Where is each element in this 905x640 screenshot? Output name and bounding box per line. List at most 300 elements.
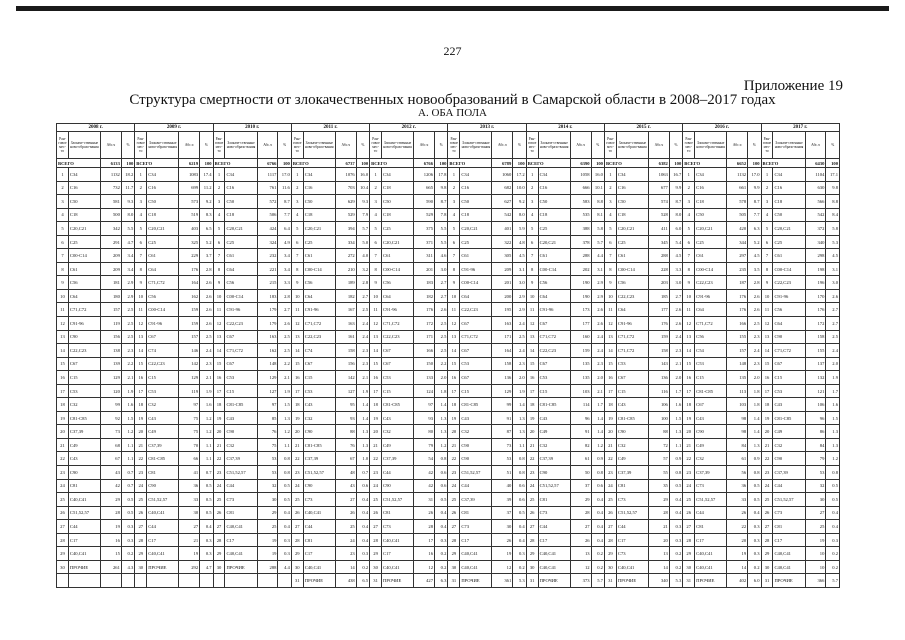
count-cell: 201 bbox=[492, 276, 513, 290]
rank-cell: 21 bbox=[526, 438, 538, 452]
percent-cell: 2.4 bbox=[356, 330, 369, 344]
count-cell: 19 bbox=[257, 547, 278, 561]
diagnosis-code-cell: C34 bbox=[460, 168, 492, 182]
percent-cell: 2.5 bbox=[278, 330, 291, 344]
total-percent: 100 bbox=[748, 159, 761, 168]
column-header: Злокаче-ственные ново-образо-вания bbox=[538, 132, 570, 159]
count-cell: 164 bbox=[492, 344, 513, 358]
count-cell: 28 bbox=[414, 520, 435, 534]
diagnosis-code-cell: C91-96 bbox=[382, 303, 414, 317]
year-header: 2010 г. bbox=[213, 124, 291, 132]
rank-cell: 7 bbox=[57, 249, 69, 263]
rank-cell: 20 bbox=[291, 425, 303, 439]
diagnosis-code-cell: C67 bbox=[460, 344, 492, 358]
count-cell: 120 bbox=[100, 384, 121, 398]
document-title: Структура смертности от злокачественных новообразований в Самарской области в 2008–2017 годах bbox=[129, 92, 776, 108]
count-cell: 1058 bbox=[570, 168, 591, 182]
percent-cell: 0.4 bbox=[356, 493, 369, 507]
diagnosis-code-cell: C73 bbox=[695, 479, 727, 493]
diagnosis-code-cell: C81-C85 bbox=[460, 398, 492, 412]
count-cell: 196 bbox=[805, 276, 826, 290]
count-cell: 14 bbox=[335, 560, 356, 574]
percent-cell: 1.9 bbox=[121, 384, 134, 398]
diagnosis-code-cell: ПРОЧИЕ bbox=[460, 574, 492, 588]
percent-cell: 1.3 bbox=[513, 425, 526, 439]
rank-cell: 8 bbox=[135, 262, 147, 276]
percent-cell: 0.8 bbox=[669, 466, 682, 480]
diagnosis-code-cell: C20,C21 bbox=[695, 222, 727, 236]
column-header: % bbox=[121, 132, 134, 159]
diagnosis-code-cell: C81-C85 bbox=[773, 411, 805, 425]
percent-cell: 2.1 bbox=[121, 371, 134, 385]
diagnosis-code-cell: C25 bbox=[382, 222, 414, 236]
diagnosis-code-cell: C61 bbox=[147, 249, 179, 263]
count-cell: 33 bbox=[179, 493, 200, 507]
percent-cell: 1.1 bbox=[200, 438, 213, 452]
rank-cell: 18 bbox=[370, 398, 382, 412]
count-cell: 166 bbox=[414, 344, 435, 358]
diagnosis-code-cell: C49 bbox=[616, 452, 648, 466]
percent-cell: 11.6 bbox=[278, 181, 291, 195]
rank-cell: 18 bbox=[604, 398, 616, 412]
count-cell: 297 bbox=[727, 249, 748, 263]
count-cell: 288 bbox=[570, 249, 591, 263]
year-header: 2014 г. bbox=[526, 124, 604, 132]
percent-cell: 0.4 bbox=[434, 520, 447, 534]
rank-cell: 23 bbox=[57, 466, 69, 480]
count-cell: 27 bbox=[805, 506, 826, 520]
percent-cell: 0.4 bbox=[200, 520, 213, 534]
count-cell: 84 bbox=[727, 438, 748, 452]
count-cell: 195 bbox=[492, 303, 513, 317]
percent-cell: 0.5 bbox=[121, 493, 134, 507]
diagnosis-code-cell: C53 bbox=[382, 371, 414, 385]
percent-cell: 5.4 bbox=[669, 235, 682, 249]
percent-cell: 0.2 bbox=[669, 560, 682, 574]
diagnosis-code-cell: C18 bbox=[538, 208, 570, 222]
table-row bbox=[57, 493, 840, 507]
rank-cell: 15 bbox=[135, 357, 147, 371]
diagnosis-code-cell: C32 bbox=[225, 438, 257, 452]
year-header: 2013 г. bbox=[448, 124, 526, 132]
count-cell: 135 bbox=[570, 371, 591, 385]
percent-cell: 0.5 bbox=[278, 493, 291, 507]
count-cell: 1076 bbox=[335, 168, 356, 182]
count-cell: 171 bbox=[414, 330, 435, 344]
count-cell: 67 bbox=[100, 452, 121, 466]
percent-cell: 2.3 bbox=[591, 357, 604, 371]
percent-cell: 1.4 bbox=[356, 411, 369, 425]
diagnosis-code-cell: C15 bbox=[382, 384, 414, 398]
diagnosis-code-cell: C61 bbox=[382, 249, 414, 263]
count-cell: 160 bbox=[570, 330, 591, 344]
diagnosis-code-cell: C91-96 bbox=[68, 317, 100, 331]
diagnosis-code-cell: C49 bbox=[382, 438, 414, 452]
percent-cell: 0.3 bbox=[121, 533, 134, 547]
count-cell: 176 bbox=[727, 303, 748, 317]
rank-cell: 15 bbox=[370, 357, 382, 371]
rank-cell: 5 bbox=[448, 222, 460, 236]
percent-cell: 0.2 bbox=[826, 547, 840, 561]
diagnosis-code-cell: C00-C14 bbox=[147, 303, 179, 317]
rank-cell: 10 bbox=[448, 289, 460, 303]
count-cell: 172 bbox=[805, 317, 826, 331]
count-cell: 272 bbox=[335, 249, 356, 263]
count-cell: 202 bbox=[570, 262, 591, 276]
rank-cell: 24 bbox=[213, 479, 225, 493]
diagnosis-code-cell: C50 bbox=[773, 208, 805, 222]
rank-cell bbox=[135, 574, 147, 588]
diagnosis-code-cell: C32 bbox=[695, 452, 727, 466]
percent-cell: 2.0 bbox=[513, 371, 526, 385]
percent-cell: 16.0 bbox=[591, 168, 604, 182]
rank-cell: 27 bbox=[448, 520, 460, 534]
percent-cell: 1.3 bbox=[434, 411, 447, 425]
count-cell: 82 bbox=[570, 438, 591, 452]
percent-cell: 2.4 bbox=[356, 317, 369, 331]
count-cell: 506 bbox=[257, 208, 278, 222]
diagnosis-code-cell: C53 bbox=[68, 384, 100, 398]
count-cell: 121 bbox=[805, 384, 826, 398]
count-cell: 76 bbox=[335, 438, 356, 452]
total-count: 6789 bbox=[492, 159, 513, 168]
percent-cell: 0.9 bbox=[748, 452, 761, 466]
diagnosis-code-cell: C81-C85 bbox=[695, 384, 727, 398]
diagnosis-code-cell: C53 bbox=[616, 357, 648, 371]
count-cell: 177 bbox=[570, 317, 591, 331]
count-cell: 27 bbox=[335, 493, 356, 507]
rank-cell: 26 bbox=[135, 506, 147, 520]
count-cell: 30 bbox=[257, 493, 278, 507]
rank-cell: 24 bbox=[135, 479, 147, 493]
percent-cell: 0.4 bbox=[513, 520, 526, 534]
percent-cell: 0.9 bbox=[669, 452, 682, 466]
count-cell: 57 bbox=[648, 452, 669, 466]
diagnosis-code-cell: C16 bbox=[68, 181, 100, 195]
rank-cell: 1 bbox=[135, 168, 147, 182]
count-cell: 232 bbox=[257, 249, 278, 263]
diagnosis-code-cell: C40,C41 bbox=[147, 547, 179, 561]
percent-cell: 1.3 bbox=[748, 438, 761, 452]
diagnosis-code-cell: C81-C85 bbox=[68, 411, 100, 425]
count-cell: 10 bbox=[805, 560, 826, 574]
count-cell: 150 bbox=[414, 357, 435, 371]
count-cell: 535 bbox=[570, 208, 591, 222]
count-cell: 25 bbox=[257, 520, 278, 534]
diagnosis-code-cell: C67 bbox=[147, 330, 179, 344]
total-label: ВСЕГО bbox=[213, 159, 257, 168]
percent-cell: 1.2 bbox=[121, 425, 134, 439]
diagnosis-code-cell: C43 bbox=[538, 411, 570, 425]
percent-cell: 3.4 bbox=[121, 262, 134, 276]
rank-cell: 27 bbox=[135, 520, 147, 534]
rank-cell: 5 bbox=[57, 222, 69, 236]
diagnosis-code-cell: C44 bbox=[147, 520, 179, 534]
count-cell: 87 bbox=[492, 425, 513, 439]
diagnosis-code-cell: C43 bbox=[773, 398, 805, 412]
diagnosis-code-cell: C67 bbox=[382, 344, 414, 358]
percent-cell: 3.4 bbox=[121, 249, 134, 263]
rank-cell: 31 bbox=[370, 574, 382, 588]
rank-cell: 20 bbox=[448, 425, 460, 439]
rank-cell: 27 bbox=[604, 520, 616, 534]
count-cell: 25 bbox=[805, 520, 826, 534]
count-cell: 176 bbox=[179, 262, 200, 276]
diagnosis-code-cell: C34 bbox=[147, 168, 179, 182]
diagnosis-code-cell: C44 bbox=[695, 506, 727, 520]
table-row bbox=[57, 384, 840, 398]
percent-cell: 2.5 bbox=[748, 317, 761, 331]
percent-cell: 5.5 bbox=[434, 222, 447, 236]
count-cell: 542 bbox=[805, 208, 826, 222]
count-cell: 157 bbox=[179, 330, 200, 344]
rank-cell: 13 bbox=[761, 330, 773, 344]
diagnosis-code-cell: C61 bbox=[538, 249, 570, 263]
percent-cell: 0.2 bbox=[513, 560, 526, 574]
percent-cell: 6.3 bbox=[748, 222, 761, 236]
column-header: % bbox=[748, 132, 761, 159]
count-cell: 19 bbox=[257, 533, 278, 547]
rank-cell: 15 bbox=[683, 357, 695, 371]
count-cell: 139 bbox=[100, 357, 121, 371]
percent-cell: 5.7 bbox=[826, 574, 840, 588]
percent-cell: 5.5 bbox=[121, 222, 134, 236]
diagnosis-code-cell: C34 bbox=[538, 168, 570, 182]
rank-cell: 3 bbox=[370, 195, 382, 209]
count-cell: 29 bbox=[570, 493, 591, 507]
count-cell: 142 bbox=[179, 357, 200, 371]
percent-cell: 4.8 bbox=[513, 235, 526, 249]
rank-cell: 19 bbox=[604, 411, 616, 425]
diagnosis-code-cell: C51,52,57 bbox=[538, 479, 570, 493]
count-cell: 228 bbox=[648, 262, 669, 276]
percent-cell: 2.3 bbox=[748, 357, 761, 371]
count-cell: 28 bbox=[648, 506, 669, 520]
count-cell: 138 bbox=[100, 344, 121, 358]
column-header: Абс.ч bbox=[492, 132, 513, 159]
percent-cell: 2.6 bbox=[200, 303, 213, 317]
document-subtitle: А. ОБА ПОЛА bbox=[418, 107, 487, 119]
count-cell: 158 bbox=[492, 357, 513, 371]
percent-cell: 1.3 bbox=[278, 411, 291, 425]
rank-cell: 8 bbox=[213, 262, 225, 276]
rank-cell: 3 bbox=[761, 195, 773, 209]
diagnosis-code-cell: C81 bbox=[68, 479, 100, 493]
count-cell: 334 bbox=[335, 235, 356, 249]
rank-cell: 7 bbox=[604, 249, 616, 263]
diagnosis-code-cell: C40,C41 bbox=[695, 547, 727, 561]
count-cell: 666 bbox=[570, 181, 591, 195]
count-cell: 93 bbox=[335, 411, 356, 425]
rank-cell: 13 bbox=[683, 330, 695, 344]
percent-cell: 0.5 bbox=[278, 479, 291, 493]
diagnosis-code-cell: C17 bbox=[147, 533, 179, 547]
column-header: Ран-говое мес-то bbox=[761, 132, 773, 159]
percent-cell: 0.9 bbox=[591, 452, 604, 466]
rank-cell: 19 bbox=[213, 411, 225, 425]
total-percent: 100 bbox=[121, 159, 134, 168]
rank-cell: 16 bbox=[683, 371, 695, 385]
count-cell: 1132 bbox=[727, 168, 748, 182]
year-header: 2011 г. bbox=[291, 124, 369, 132]
rank-cell: 27 bbox=[213, 520, 225, 534]
percent-cell: 2.6 bbox=[748, 289, 761, 303]
count-cell: 342 bbox=[100, 222, 121, 236]
count-cell: 26 bbox=[570, 533, 591, 547]
rank-cell: 5 bbox=[604, 222, 616, 236]
diagnosis-code-cell: C90 bbox=[460, 452, 492, 466]
mortality-structure-table bbox=[56, 123, 840, 588]
rank-cell: 11 bbox=[448, 303, 460, 317]
diagnosis-code-cell: C32 bbox=[303, 411, 335, 425]
percent-cell: 2.6 bbox=[200, 276, 213, 290]
diagnosis-code-cell: C50 bbox=[616, 195, 648, 209]
percent-cell: 3.7 bbox=[200, 249, 213, 263]
diagnosis-code-cell: C37,39 bbox=[773, 466, 805, 480]
total-row bbox=[57, 159, 840, 168]
count-cell: 55 bbox=[648, 466, 669, 480]
diagnosis-code-cell: C67 bbox=[68, 357, 100, 371]
column-header: % bbox=[826, 132, 840, 159]
diagnosis-code-cell: C71,C72 bbox=[773, 344, 805, 358]
count-cell: 229 bbox=[179, 249, 200, 263]
percent-cell: 2.4 bbox=[591, 330, 604, 344]
percent-cell: 0.7 bbox=[121, 466, 134, 480]
column-header: % bbox=[278, 132, 291, 159]
diagnosis-code-cell: C64 bbox=[68, 289, 100, 303]
percent-cell: 5.0 bbox=[356, 235, 369, 249]
rank-cell: 13 bbox=[57, 330, 69, 344]
count-cell: 135 bbox=[727, 371, 748, 385]
rank-cell: 22 bbox=[604, 452, 616, 466]
count-cell: 529 bbox=[335, 208, 356, 222]
percent-cell: 5.3 bbox=[826, 235, 840, 249]
table-row bbox=[57, 208, 840, 222]
column-header: Абс.ч bbox=[335, 132, 356, 159]
diagnosis-code-cell: C73 bbox=[616, 547, 648, 561]
percent-cell: 1.2 bbox=[434, 438, 447, 452]
percent-cell: 0.4 bbox=[591, 533, 604, 547]
percent-cell: 8.7 bbox=[748, 195, 761, 209]
rank-cell: 8 bbox=[683, 262, 695, 276]
count-cell: 88 bbox=[648, 425, 669, 439]
percent-cell: 1.1 bbox=[121, 438, 134, 452]
count-cell: 394 bbox=[335, 222, 356, 236]
count-cell: 10 bbox=[805, 547, 826, 561]
percent-cell: 0.4 bbox=[591, 493, 604, 507]
count-cell: 76 bbox=[257, 425, 278, 439]
count-cell: 181 bbox=[100, 276, 121, 290]
percent-cell: 0.4 bbox=[826, 506, 840, 520]
percent-cell: 0.4 bbox=[591, 520, 604, 534]
percent-cell: 3.0 bbox=[513, 276, 526, 290]
diagnosis-code-cell: C44 bbox=[382, 466, 414, 480]
diagnosis-code-cell: C67 bbox=[460, 317, 492, 331]
diagnosis-code-cell: C18 bbox=[695, 195, 727, 209]
count-cell: 97 bbox=[414, 398, 435, 412]
rank-cell: 26 bbox=[526, 506, 538, 520]
count-cell: 39 bbox=[492, 493, 513, 507]
rank-cell: 24 bbox=[448, 479, 460, 493]
diagnosis-code-cell: C32 bbox=[538, 438, 570, 452]
column-header: Абс.ч bbox=[727, 132, 748, 159]
percent-cell: 4.5 bbox=[669, 249, 682, 263]
rank-cell: 18 bbox=[761, 398, 773, 412]
diagnosis-code-cell: C15 bbox=[773, 371, 805, 385]
count-cell: 163 bbox=[257, 330, 278, 344]
rank-cell: 18 bbox=[291, 398, 303, 412]
diagnosis-code-cell: C37,39 bbox=[147, 438, 179, 452]
table-row bbox=[57, 533, 840, 547]
diagnosis-code-cell: C50 bbox=[382, 195, 414, 209]
total-percent: 100 bbox=[278, 159, 291, 168]
diagnosis-code-cell: C67 bbox=[616, 371, 648, 385]
count-cell: 129 bbox=[179, 371, 200, 385]
total-count: 6382 bbox=[648, 159, 669, 168]
count-cell: 75 bbox=[179, 411, 200, 425]
diagnosis-code-cell: C40,C41 bbox=[616, 560, 648, 574]
percent-cell: 7.8 bbox=[434, 208, 447, 222]
diagnosis-code-cell: C17 bbox=[538, 533, 570, 547]
percent-cell: 2.5 bbox=[434, 344, 447, 358]
rank-cell: 9 bbox=[370, 276, 382, 290]
column-header: % bbox=[434, 132, 447, 159]
rank-cell: 4 bbox=[213, 208, 225, 222]
count-cell bbox=[100, 574, 121, 588]
percent-cell: 2.7 bbox=[278, 303, 291, 317]
percent-cell: 2.7 bbox=[434, 289, 447, 303]
rank-cell: 10 bbox=[526, 289, 538, 303]
rank-cell: 16 bbox=[291, 371, 303, 385]
count-cell: 12 bbox=[414, 560, 435, 574]
diagnosis-code-cell: C81-C85 bbox=[616, 411, 648, 425]
diagnosis-code-cell: ПРОЧИЕ bbox=[225, 560, 257, 574]
rank-cell: 10 bbox=[291, 289, 303, 303]
rank-cell: 18 bbox=[57, 398, 69, 412]
rank-cell: 13 bbox=[291, 330, 303, 344]
diagnosis-code-cell: C18 bbox=[616, 208, 648, 222]
rank-cell: 24 bbox=[291, 479, 303, 493]
diagnosis-code-cell: C81 bbox=[147, 466, 179, 480]
rank-cell: 25 bbox=[135, 493, 147, 507]
rank-cell: 10 bbox=[683, 289, 695, 303]
year-header: 2016 г. bbox=[683, 124, 761, 132]
count-cell: 298 bbox=[805, 249, 826, 263]
percent-cell: 0.4 bbox=[826, 520, 840, 534]
diagnosis-code-cell: C91-96 bbox=[460, 262, 492, 276]
count-cell: 182 bbox=[335, 289, 356, 303]
percent-cell: 0.3 bbox=[669, 533, 682, 547]
count-cell: 159 bbox=[570, 344, 591, 358]
count-cell: 98 bbox=[727, 411, 748, 425]
table-row bbox=[57, 438, 840, 452]
total-count: 6390 bbox=[570, 159, 591, 168]
percent-cell: 2.4 bbox=[669, 330, 682, 344]
diagnosis-code-cell: C56 bbox=[147, 289, 179, 303]
diagnosis-code-cell: C40,C41 bbox=[303, 506, 335, 520]
rank-cell: 21 bbox=[683, 438, 695, 452]
count-cell: 703 bbox=[335, 181, 356, 195]
rank-cell: 28 bbox=[604, 533, 616, 547]
count-cell: 23 bbox=[335, 547, 356, 561]
percent-cell: 8.7 bbox=[278, 195, 291, 209]
percent-cell: 0.2 bbox=[748, 560, 761, 574]
diagnosis-code-cell: C40,C41 bbox=[68, 493, 100, 507]
diagnosis-code-cell: ПРОЧИЕ bbox=[303, 574, 335, 588]
percent-cell: 2.8 bbox=[356, 276, 369, 290]
percent-cell: 2.7 bbox=[356, 289, 369, 303]
percent-cell: 2.4 bbox=[513, 344, 526, 358]
